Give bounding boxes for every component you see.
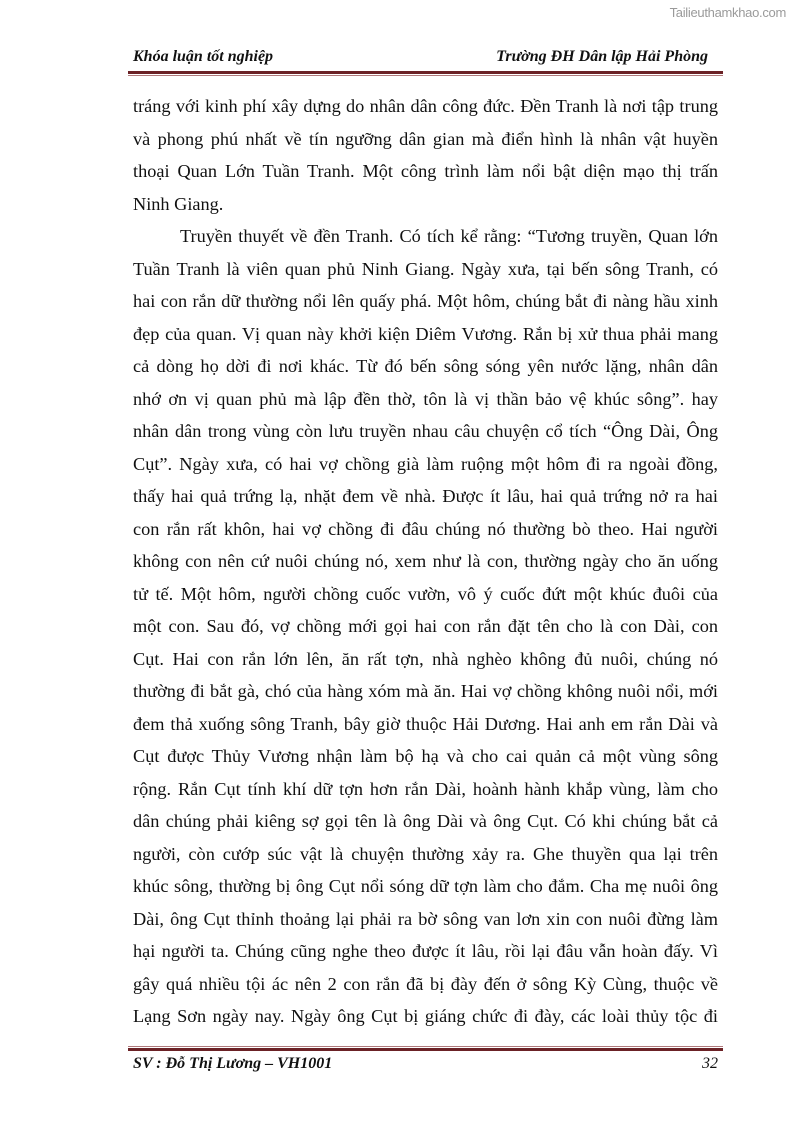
text-line: Truyền thuyết về đền Tranh. Có tích kể rằng: “Tương truyền, Quan lớn bbox=[180, 226, 718, 246]
watermark: Tailieuthamkhao.com bbox=[669, 5, 786, 20]
text-line: Tuần Tranh là viên quan phủ Ninh Giang. Ngày xưa, tại bến sông Tranh, có bbox=[133, 258, 718, 279]
text-line: đem thả xuống sông Tranh, bây giờ thuộc Hải Dương. Hai anh em rắn Dài và bbox=[133, 713, 718, 734]
text-line: dân chúng phải kiêng sợ gọi tên là ông Dài và ông Cụt. Có khi chúng bắt cả bbox=[133, 811, 718, 831]
text-line: tử tế. Một hôm, người chồng cuốc vườn, vô ý cuốc đứt một khúc đuôi của bbox=[133, 583, 718, 604]
text-line: Cụt được Thủy Vương nhận làm bộ hạ và cho cai quản cả một vùng sông bbox=[133, 746, 718, 766]
body-text bbox=[133, 94, 718, 1037]
text-line: không con nên cứ nuôi chúng nó, xem như là con, thường ngày cho ăn uống bbox=[133, 551, 718, 571]
text-line: hai con rắn dữ thường nổi lên quấy phá. Một hôm, chúng bắt đi nàng hầu xinh bbox=[133, 291, 718, 311]
text-line: một con. Sau đó, vợ chồng mới gọi hai con rắn đặt tên cho là con Dài, con bbox=[133, 616, 718, 636]
text-line: nhớ ơn vị quan phủ mà lập đền thờ, tôn là vị thần bảo vệ khúc sông”. hay bbox=[133, 388, 718, 409]
text-line: gây quá nhiều tội ác nên 2 con rắn đã bị đày đến ở sông Kỳ Cùng, thuộc về bbox=[133, 973, 718, 994]
text-line: thấy hai quả trứng lạ, nhặt đem về nhà. Được ít lâu, hai quả trứng nở ra hai bbox=[133, 486, 718, 506]
text-line: thoại Quan Lớn Tuần Tranh. Một công trình làm nổi bật diện mạo thị trấn bbox=[133, 161, 718, 181]
text-line: cả dòng họ dời đi nơi khác. Từ đó bến sông sóng yên nước lặng, nhân dân bbox=[133, 356, 718, 376]
text-line: Dài, ông Cụt thỉnh thoảng lại phải ra bờ sông van lơn xin con nuôi đừng làm bbox=[133, 908, 718, 929]
text-line: rộng. Rắn Cụt tính khí dữ tợn hơn rắn Dài, hoành hành khắp vùng, làm cho bbox=[133, 778, 718, 799]
text-line: tráng với kinh phí xây dựng do nhân dân công đức. Đền Tranh là nơi tập trung bbox=[133, 96, 718, 116]
text-line: Cụt”. Ngày xưa, có hai vợ chồng già làm ruộng một hôm đi ra ngoài đồng, bbox=[133, 453, 718, 474]
text-line: con rắn rất khôn, hai vợ chồng đi đâu chúng nó thường bò theo. Hai người bbox=[133, 518, 718, 539]
text-line: Lạng Sơn ngày nay. Ngày ông Cụt bị giáng chức đi đày, các loài thủy tộc đi bbox=[133, 1006, 718, 1026]
text-line: người, còn cướp súc vật là chuyện thường xảy ra. Ghe thuyền qua lại trên bbox=[133, 843, 718, 864]
text-line: hại người ta. Chúng cũng nghe theo được ít lâu, rồi lại đâu vẫn hoàn đấy. Vì bbox=[133, 941, 718, 961]
page-number: 32 bbox=[702, 1055, 718, 1072]
text-line: và phong phú nhất về tín ngưỡng dân gian mà điển hình là nhân vật huyền bbox=[133, 128, 718, 149]
text-line: thường đi bắt gà, chó của hàng xóm mà ăn. Hai vợ chồng không nuôi nổi, mới bbox=[133, 681, 718, 701]
text-line: Cụt. Hai con rắn lớn lên, ăn rất tợn, nhà nghèo không đủ nuôi, chúng nó bbox=[133, 648, 718, 669]
header-university: Trường ĐH Dân lập Hải Phòng bbox=[496, 48, 708, 65]
footer-rule bbox=[128, 1046, 723, 1051]
text-line: khúc sông, thường bị ông Cụt nổi sóng dữ tợn làm cho đắm. Cha mẹ nuôi ông bbox=[133, 876, 718, 896]
header-rule bbox=[128, 71, 723, 76]
text-line: nhân dân trong vùng còn lưu truyền nhau câu chuyện cổ tích “Ông Dài, Ông bbox=[133, 421, 718, 441]
header-thesis-title: Khóa luận tốt nghiệp bbox=[133, 48, 274, 65]
text-line: Ninh Giang. bbox=[133, 193, 224, 214]
page-header bbox=[133, 48, 718, 70]
footer-author: SV : Đỗ Thị Lương – VH1001 bbox=[133, 1055, 333, 1072]
text-line: đẹp của quan. Vị quan này khởi kiện Diêm Vương. Rắn bị xử thua phải mang bbox=[133, 323, 718, 344]
